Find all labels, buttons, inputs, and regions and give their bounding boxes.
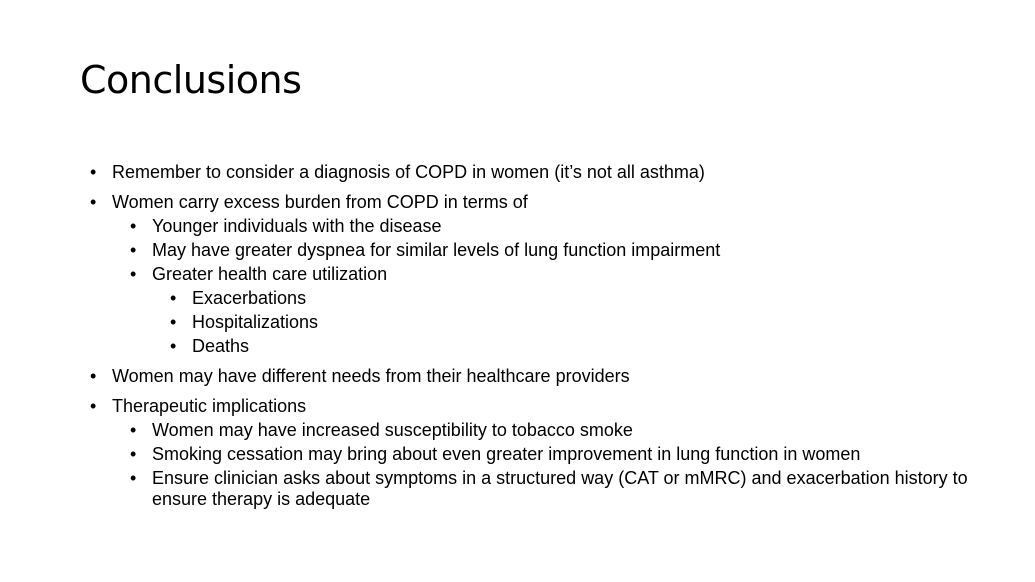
bullet-item — [90, 162, 990, 183]
bullet-text: May have greater dyspnea for similar levels of lung function impairment — [152, 240, 721, 260]
slide-title: Conclusions — [80, 58, 302, 102]
bullet-icon: • — [90, 366, 97, 386]
bullet-icon: • — [130, 420, 137, 440]
bullet-item — [170, 288, 990, 309]
bullet-item — [130, 420, 990, 441]
bullet-icon: • — [170, 312, 177, 332]
bullet-text: Therapeutic implications — [112, 396, 307, 416]
bullet-item — [170, 312, 990, 333]
bullet-item — [130, 240, 990, 261]
bullet-text: Women may have different needs from their healthcare providers — [112, 366, 630, 386]
bullet-text: Deaths — [192, 336, 250, 356]
bullet-icon: • — [90, 396, 97, 416]
bullet-text: Hospitalizations — [192, 312, 319, 332]
bullet-icon: • — [130, 216, 137, 236]
bullet-icon: • — [130, 240, 137, 260]
bullet-text: Exacerbations — [192, 288, 307, 308]
bullet-item — [170, 336, 990, 357]
bullet-text: Remember to consider a diagnosis of COPD in women (it’s not all asthma) — [112, 162, 705, 182]
bullet-item — [90, 396, 990, 417]
bullet-icon: • — [130, 468, 137, 488]
bullet-item — [130, 468, 990, 510]
bullet-item — [130, 444, 990, 465]
bullet-text: Women carry excess burden from COPD in terms of — [112, 192, 528, 212]
bullet-text: Younger individuals with the disease — [152, 216, 442, 236]
bullet-icon: • — [170, 288, 177, 308]
bullet-icon: • — [130, 444, 137, 464]
bullet-list — [90, 162, 990, 510]
bullet-text: Ensure clinician asks about symptoms in a structured way (CAT or mMRC) and exacerbation history to ensure therapy is adequate — [152, 468, 968, 509]
bullet-text: Greater health care utilization — [152, 264, 388, 284]
bullet-icon: • — [90, 162, 97, 182]
bullet-text: Smoking cessation may bring about even greater improvement in lung function in women — [152, 444, 861, 464]
bullet-icon: • — [170, 336, 177, 356]
bullet-item — [130, 216, 990, 237]
bullet-icon: • — [90, 192, 97, 212]
bullet-icon: • — [130, 264, 137, 284]
bullet-item — [90, 366, 990, 387]
bullet-item — [130, 264, 990, 285]
bullet-item — [90, 192, 990, 213]
bullet-text: Women may have increased susceptibility to tobacco smoke — [152, 420, 633, 440]
